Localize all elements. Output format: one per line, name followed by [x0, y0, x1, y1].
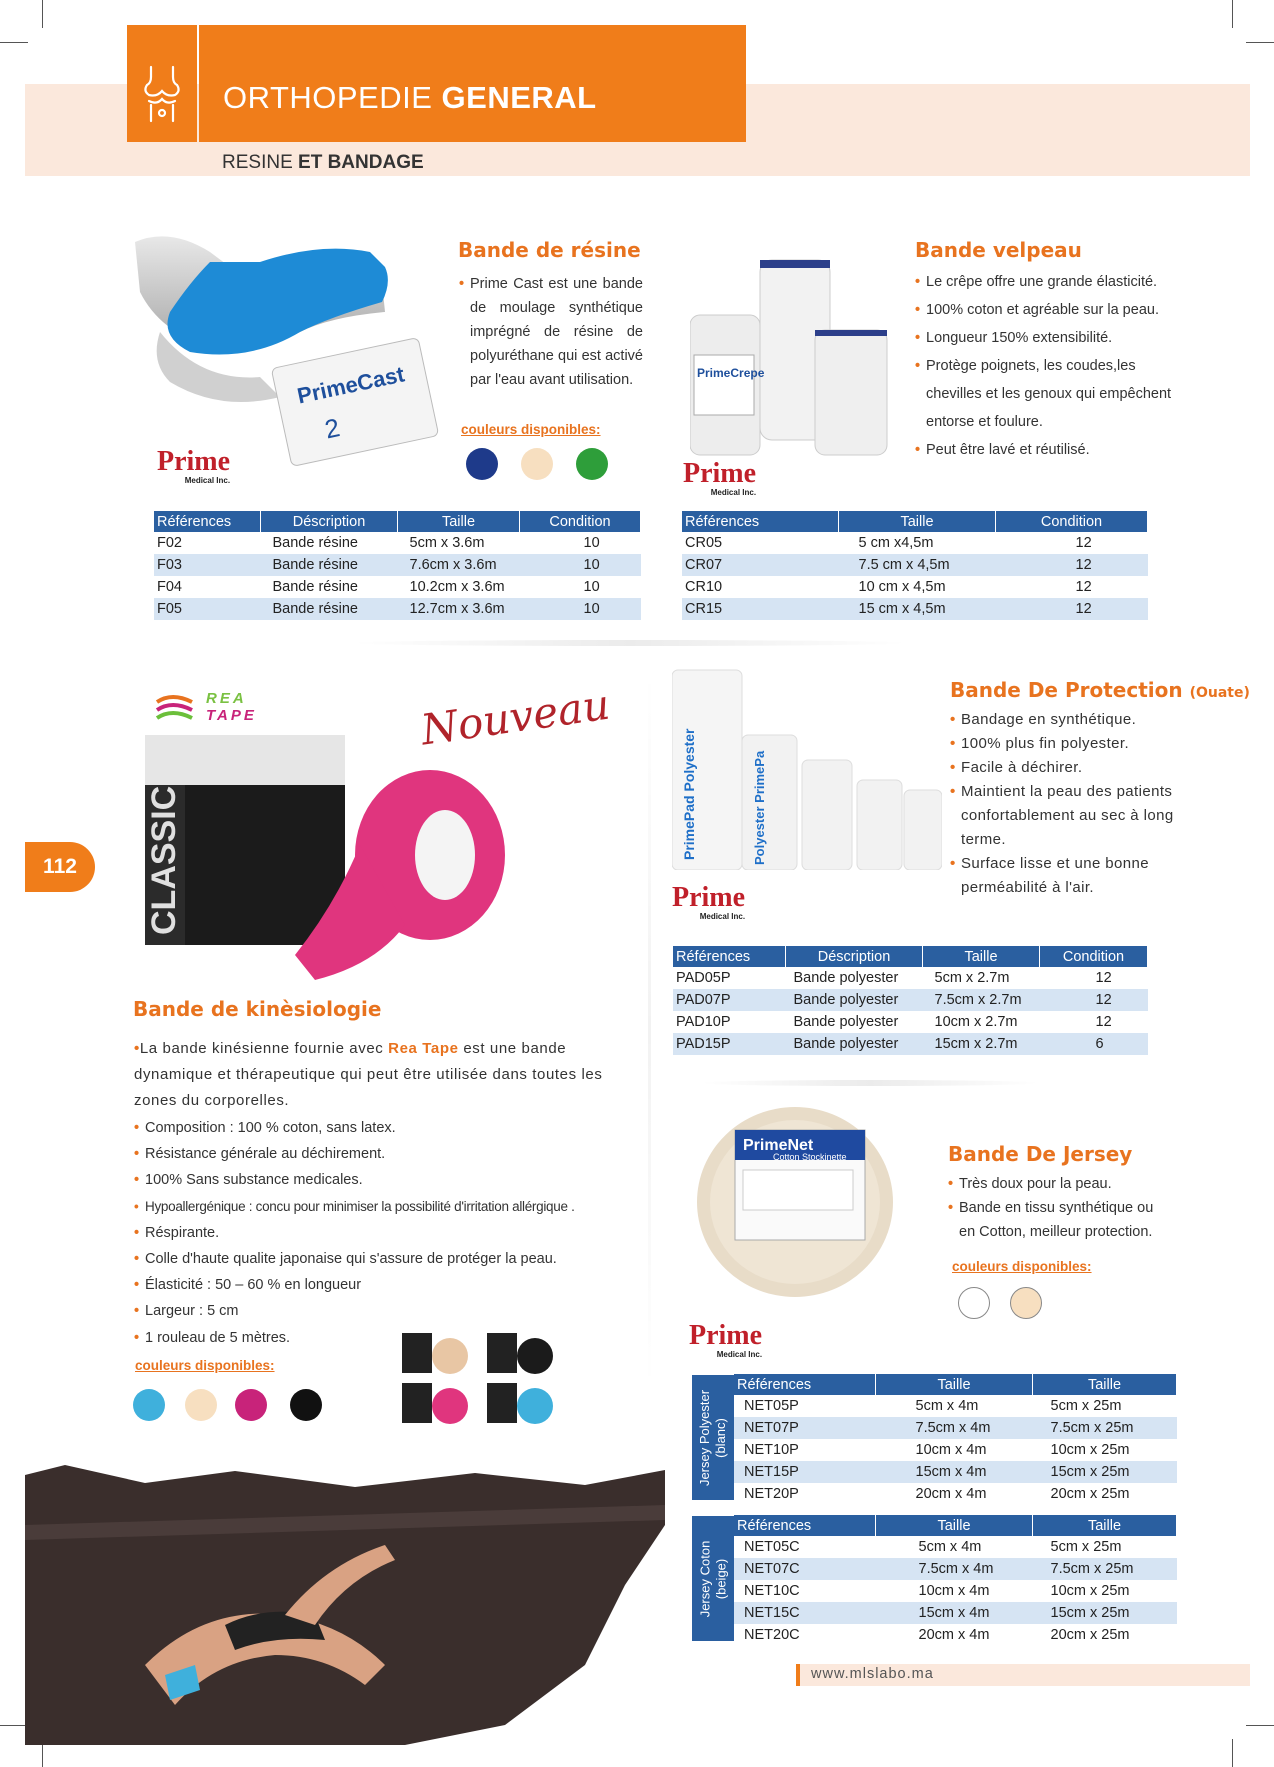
cell: Bande résine — [272, 579, 358, 595]
table-row — [682, 554, 1148, 576]
cell: 20cm x 25m — [1050, 1627, 1130, 1643]
table-row — [154, 598, 641, 620]
cell: 10 — [520, 598, 641, 620]
kinesiologie-intro: •La bande kinésienne fournie avec Rea Tape est une bande dynamique et thérapeutique qui peut être utilisée dans toutes les zones du corporelles. — [134, 1040, 603, 1109]
cell: 7.5cm x 4m — [876, 1558, 1033, 1580]
cell: 12 — [1040, 989, 1148, 1011]
table-row — [734, 1624, 1177, 1646]
bande-resine-bullets — [459, 272, 643, 392]
bullet-item: • Composition : 100 % coton, sans latex. — [134, 1115, 654, 1141]
crop-mark — [1246, 42, 1274, 43]
cell: 10 — [583, 535, 600, 551]
cell: F05 — [154, 598, 261, 620]
col-header: Références — [734, 1374, 876, 1395]
page-title — [223, 80, 597, 116]
cell: 5cm x 4m — [918, 1539, 982, 1555]
table-header-row — [682, 511, 1148, 532]
table-row — [734, 1461, 1177, 1483]
rea-tape-variants-image — [402, 1328, 567, 1428]
bullet-item: • Bande en tissu synthétique ou en Cotton, meilleur protection. — [948, 1196, 1173, 1244]
cell: Bande résine — [272, 535, 358, 551]
color-swatch-beige — [185, 1389, 217, 1421]
col-header: Taille — [876, 1374, 1033, 1395]
side-label-line1: Jersey Coton — [697, 1540, 712, 1617]
col-header: Condition — [520, 511, 641, 532]
cell: 20cm x 4m — [915, 1486, 987, 1502]
rea-tape-product-image — [145, 735, 540, 980]
table-row — [734, 1417, 1177, 1439]
brand-name: Prime — [672, 882, 746, 913]
cell: 6 — [1040, 1033, 1148, 1055]
col-header: Taille — [1033, 1374, 1177, 1395]
cell: PAD07P — [673, 989, 786, 1011]
side-label-line1: Jersey Polyester — [697, 1389, 712, 1486]
svg-text:PrimeCrepe: PrimeCrepe — [697, 366, 765, 380]
jersey-polyester-label — [692, 1375, 734, 1500]
resine-colors-label: couleurs disponibles: — [461, 422, 601, 437]
cell: 12 — [1095, 970, 1112, 986]
cell: PAD05P — [676, 970, 731, 986]
brand-tagline: Medical Inc. — [716, 1350, 763, 1359]
svg-text:2: 2 — [322, 412, 343, 445]
cell: Bande résine — [261, 554, 398, 576]
jersey-polyester-table — [734, 1374, 1177, 1505]
rea-tape-logo-line2: TAPE — [206, 707, 257, 724]
prime-brand-logo — [157, 448, 230, 486]
bande-velpeau-bullets — [915, 268, 1175, 464]
cell: F03 — [154, 554, 261, 576]
cell: 12.7cm x 3.6m — [398, 598, 520, 620]
classic-label: CLASSIC — [145, 785, 183, 935]
cell: 7.6cm x 3.6m — [398, 554, 520, 576]
cell: Bande polyester — [793, 1014, 899, 1030]
bullet-item: • Réspirante. — [134, 1220, 654, 1246]
col-header: Condition — [996, 511, 1148, 532]
col-header: Taille — [1033, 1515, 1177, 1536]
primepad-product-image — [672, 665, 942, 870]
cell: 15cm x 25m — [1033, 1602, 1177, 1624]
svg-text:PrimePad Polyester: PrimePad Polyester — [681, 728, 697, 860]
velpeau-table — [682, 511, 1148, 620]
brand-tagline: Medical Inc. — [184, 476, 231, 485]
table-header-row — [154, 511, 641, 532]
cell: 12 — [996, 598, 1148, 620]
cell: 7.5cm x 4m — [876, 1417, 1033, 1439]
rea-tape-logo — [152, 690, 312, 726]
crop-mark — [42, 0, 43, 28]
table-row — [734, 1536, 1177, 1558]
color-swatch-black — [290, 1389, 322, 1421]
cell: 15cm x 4m — [876, 1602, 1033, 1624]
protection-title-text: Bande De Protection — [950, 678, 1183, 702]
brand-tagline: Medical Inc. — [710, 488, 757, 497]
cell: 12 — [1095, 1014, 1112, 1030]
bullet-item: • 1 rouleau de 5 mètres. — [134, 1325, 654, 1351]
table-row — [673, 967, 1148, 989]
cell: 10cm x 4m — [918, 1583, 990, 1599]
cell: 5cm x 25m — [1050, 1398, 1122, 1414]
cell: 7.5 cm x 4,5m — [839, 554, 996, 576]
prime-brand-logo — [689, 1322, 762, 1360]
cell: 10cm x 25m — [1050, 1583, 1130, 1599]
bullet-item: • 100% coton et agréable sur la peau. — [915, 296, 1175, 324]
prime-brand-logo — [683, 460, 756, 498]
primecast-product-image — [130, 222, 450, 472]
cell: 15 cm x 4,5m — [839, 598, 996, 620]
jersey-coton-table — [734, 1515, 1177, 1646]
crop-mark — [1232, 1739, 1233, 1767]
cell: 5cm x 4m — [915, 1398, 979, 1414]
cell: 12 — [996, 554, 1148, 576]
cell: NET20C — [744, 1627, 800, 1643]
cell: NET05C — [744, 1539, 800, 1555]
side-label-line2: (blanc) — [713, 1417, 728, 1458]
bande-protection-title — [950, 678, 1250, 702]
cell: 15cm x 4m — [876, 1461, 1033, 1483]
cell: CR05 — [685, 535, 723, 551]
table-header-row — [734, 1374, 1177, 1395]
cell: NET15C — [734, 1602, 876, 1624]
bullet-item: • Protège poignets, les coudes,les chevilles et les genoux qui empêchent entorse et foulure. — [915, 352, 1175, 436]
table-row — [673, 989, 1148, 1011]
cell: 7.5cm x 25m — [1033, 1417, 1177, 1439]
cell: Bande polyester — [786, 1033, 923, 1055]
col-header: Déscription — [261, 511, 398, 532]
table-row — [734, 1602, 1177, 1624]
bullet-item: • 100% Sans substance medicales. — [134, 1167, 654, 1193]
bullet-item: • Maintient la peau des patients confortablement au sec à long terme. — [950, 780, 1185, 852]
bullet-item: • Très doux pour la peau. — [948, 1172, 1173, 1196]
footer-accent-bar — [796, 1664, 800, 1686]
primecast-label: PrimeCast — [294, 361, 407, 409]
cell: NET10C — [744, 1583, 800, 1599]
cell: 5 cm x4,5m — [858, 535, 934, 551]
rea-tape-logo-line1: REA — [206, 690, 247, 707]
col-header: Taille — [839, 511, 996, 532]
col-header: Références — [682, 511, 839, 532]
bande-jersey-bullets — [948, 1172, 1173, 1244]
color-swatch-beige — [1010, 1287, 1042, 1319]
cell: 10 cm x 4,5m — [858, 579, 946, 595]
table-row — [154, 554, 641, 576]
table-row — [682, 532, 1148, 554]
column-divider — [648, 670, 651, 1390]
cell: 10 — [520, 554, 641, 576]
header-icon-box — [127, 25, 197, 142]
cell: F04 — [157, 579, 182, 595]
cell: 10cm x 2.7m — [934, 1014, 1018, 1030]
cell: 15cm x 25m — [1033, 1461, 1177, 1483]
page-subtitle — [222, 152, 424, 174]
bullet-item: • Colle d'haute qualite japonaise qui s'assure de protéger la peau. — [134, 1246, 654, 1272]
cell: CR07 — [682, 554, 839, 576]
knee-joint-icon — [127, 25, 197, 142]
bande-protection-bullets — [950, 708, 1185, 900]
nouveau-label: Nouveau — [418, 679, 613, 755]
color-swatch-green — [576, 448, 608, 480]
cell: NET10P — [744, 1442, 799, 1458]
cell: Bande polyester — [793, 970, 899, 986]
bande-kinesiologie-title: Bande de kinèsiologie — [133, 997, 382, 1021]
color-swatch-pink — [235, 1389, 267, 1421]
cell: CR15 — [682, 598, 839, 620]
col-header: Références — [734, 1515, 876, 1536]
bullet-item: • Prime Cast est une bande de moulage synthétique imprégné de résine de polyuréthane qui est activé par l'eau avant utilisation. — [459, 272, 643, 392]
bullet-item: • Peut être lavé et réutilisé. — [915, 436, 1175, 464]
subtitle-light: RESINE — [222, 152, 293, 173]
primenet-label: PrimeNet — [743, 1137, 814, 1154]
col-header: Déscription — [786, 946, 923, 967]
bullet-item: • Longueur 150% extensibilité. — [915, 324, 1175, 352]
jersey-coton-label — [692, 1516, 734, 1641]
bullet-item: • Hypoallergénique : concu pour minimiser la possibilité d'irritation allérgique . — [134, 1194, 654, 1220]
color-swatch-white — [958, 1287, 990, 1319]
cell: F02 — [157, 535, 182, 551]
athlete-photo — [25, 1465, 665, 1745]
protection-title-suffix: (Ouate) — [1189, 685, 1250, 701]
table-row — [154, 576, 641, 598]
col-header: Condition — [1040, 946, 1148, 967]
cell: Bande résine — [261, 598, 398, 620]
color-swatch-beige — [521, 448, 553, 480]
bande-jersey-title: Bande De Jersey — [948, 1142, 1133, 1166]
table-row — [673, 1033, 1148, 1055]
cell: 7.5cm x 25m — [1033, 1558, 1177, 1580]
col-header: Taille — [876, 1515, 1033, 1536]
protection-table — [673, 946, 1148, 1055]
cell: 12 — [1075, 535, 1092, 551]
bullet-item: • Bandage en synthétique. — [950, 708, 1185, 732]
cell: CR10 — [685, 579, 723, 595]
table-row — [734, 1580, 1177, 1602]
color-swatch-navy — [466, 448, 498, 480]
table-header-row — [734, 1515, 1177, 1536]
title-light: ORTHOPEDIE — [223, 80, 433, 115]
rea-tape-brand: Rea Tape — [388, 1040, 459, 1057]
cell: 7.5cm x 2.7m — [923, 989, 1040, 1011]
brand-name: Prime — [157, 446, 231, 477]
brand-tagline: Medical Inc. — [699, 912, 746, 921]
subtitle-bold: ET BANDAGE — [298, 152, 424, 173]
col-header: Références — [673, 946, 786, 967]
cell: 10 — [583, 579, 600, 595]
table-row — [734, 1558, 1177, 1580]
cell: 5cm x 25m — [1050, 1539, 1122, 1555]
brand-name: Prime — [683, 458, 757, 489]
cell: NET20P — [744, 1486, 799, 1502]
bullet-item: • Surface lisse et une bonne perméabilité à l'air. — [950, 852, 1185, 900]
cell: PAD10P — [676, 1014, 731, 1030]
jersey-colors-label: couleurs disponibles: — [952, 1259, 1092, 1274]
table-row — [673, 1011, 1148, 1033]
title-bold: GENERAL — [441, 80, 597, 115]
kinesiologie-colors-label: couleurs disponibles: — [135, 1358, 275, 1373]
cell: NET15P — [734, 1461, 876, 1483]
cell: NET07C — [734, 1558, 876, 1580]
table-header-row — [673, 946, 1148, 967]
intro-text-after: est une bande dynamique et thérapeutique qui peut être utilisée dans toutes les zones du corporelles. — [134, 1040, 603, 1109]
cell: 20cm x 4m — [918, 1627, 990, 1643]
section-divider — [350, 640, 910, 646]
table-row — [734, 1483, 1177, 1505]
table-row — [734, 1395, 1177, 1417]
cell: 15cm x 2.7m — [923, 1033, 1040, 1055]
table-row — [682, 576, 1148, 598]
table-row — [682, 598, 1148, 620]
cell: PAD15P — [673, 1033, 786, 1055]
table-row — [154, 532, 641, 554]
bullet-item: • Résistance générale au déchirement. — [134, 1141, 654, 1167]
bande-resine-title: Bande de résine — [458, 238, 641, 262]
col-header: Références — [154, 511, 261, 532]
crop-mark — [0, 1725, 28, 1726]
crop-mark — [1232, 0, 1233, 28]
velpeau-product-image — [690, 255, 890, 465]
bullet-item: • Élasticité : 50 – 60 % en longueur — [134, 1272, 654, 1298]
cell: 5cm x 3.6m — [409, 535, 485, 551]
section-divider — [700, 1080, 1040, 1086]
bande-velpeau-title: Bande velpeau — [915, 238, 1082, 262]
cell: 10cm x 25m — [1050, 1442, 1130, 1458]
cell: 10cm x 4m — [915, 1442, 987, 1458]
bullet-item: • 100% plus fin polyester. — [950, 732, 1185, 756]
brand-name: Prime — [689, 1320, 763, 1351]
primenet-product-image — [695, 1100, 895, 1300]
bullet-item: • Largeur : 5 cm — [134, 1298, 654, 1324]
kinesiologie-bullets — [134, 1115, 654, 1351]
cell: 12 — [1075, 579, 1092, 595]
col-header: Taille — [398, 511, 520, 532]
page-number: 112 — [43, 855, 77, 878]
bullet-item: • Le crêpe offre une grande élasticité. — [915, 268, 1175, 296]
primenet-sub-label: Cotton Stockinette — [773, 1152, 847, 1162]
intro-text-before: La bande kinésienne fournie avec — [139, 1040, 389, 1057]
cell: NET05P — [744, 1398, 799, 1414]
cell: 10.2cm x 3.6m — [409, 579, 505, 595]
bullet-item: • Facile à déchirer. — [950, 756, 1185, 780]
cell: Bande polyester — [786, 989, 923, 1011]
crop-mark — [0, 42, 28, 43]
resine-table — [154, 511, 641, 620]
crop-mark — [1246, 1725, 1274, 1726]
color-swatch-blue — [133, 1389, 165, 1421]
cell: 5cm x 2.7m — [934, 970, 1010, 986]
prime-brand-logo — [672, 884, 745, 922]
svg-text:Polyester PrimePa: Polyester PrimePa — [752, 750, 767, 865]
col-header: Taille — [923, 946, 1040, 967]
side-label-line2: (beige) — [713, 1558, 728, 1599]
page-number-tab — [25, 842, 95, 892]
footer-url[interactable]: www.mlslabo.ma — [811, 1666, 934, 1682]
table-row — [734, 1439, 1177, 1461]
cell: 20cm x 25m — [1050, 1486, 1130, 1502]
cell: NET07P — [734, 1417, 876, 1439]
